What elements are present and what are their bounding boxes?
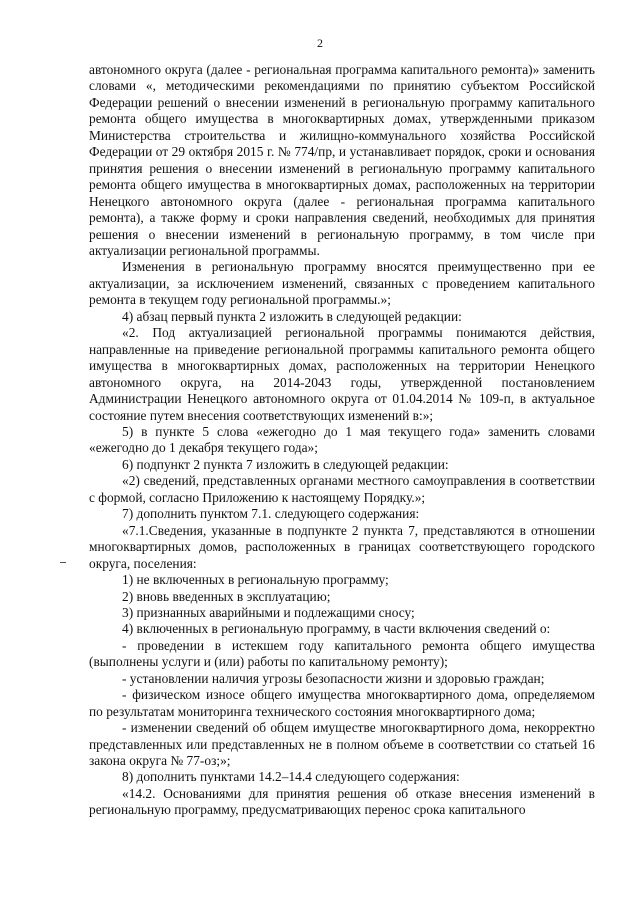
dash-item-change: - изменении сведений об общем имуществе многоквартирного дома, некорректно представленных или представленных не в полном объеме в соответствии со статьей 16 закона округа № 77-оз;»; [89,720,595,769]
paragraph-quote-14-2: «14.2. Основаниями для принятия решения об отказе внесения изменений в региональную программу, предусматривающих перенос срока капитального [89,785,595,818]
list-item-2: 2) вновь введенных в эксплуатацию; [122,588,331,604]
paragraph-quote-subitem-2: «2) сведений, представленных органами местного самоуправления в соответствии с формой, согласно Приложению к настоящему Порядку.»; [89,473,595,505]
list-item-4: 4) включенных в региональную программу, в части включения сведений о: [122,621,551,637]
paragraph-item-5: 5) в пункте 5 слова «ежегодно до 1 мая текущего года» заменить словами «ежегодно до 1 декабря текущего года»; [89,423,595,456]
list-item-1: 1) не включенных в региональную программу; [122,572,389,588]
paragraph-item-4: 4) абзац первый пункта 2 изложить в следующей редакции: [122,308,462,324]
list-item-3: 3) признанных аварийными и подлежащими сносу; [122,604,415,620]
paragraph-continuation: автономного округа (далее - региональная программа капитального ремонта)» заменить словами «, методическими рекомендациями по принятию субъектом Российской Федерации решений о внесении изменений в региональную программу капитального ремонта общего имущества в многоквартирных домах, утвержденными приказом Министерства строительства и жилищно-коммунального хозяйства Российской Федерации от 29 октября 2015 г. № 774/пр, и устанавливает порядок, сроки и основания принятия решения о внесении изменений в региональную программу капитального ремонта общего имущества в многоквартирных домах, расположенных на территории Ненецкого автономного округа (далее - региональная программа капитального ремонта), а также форму и сроки направления сведений, необходимых для принятия решения о внесении изменений в региональную программу, в том числе при актуализации региональной программы. [89,62,595,258]
paragraph-item-8: 8) дополнить пунктами 14.2–14.4 следующего содержания: [122,769,460,785]
paragraph-quote-2: «2. Под актуализацией региональной программы понимаются действия, направленные на приведение региональной программы капитального ремонта общего имущества в многоквартирных домах, расположенных на территории Ненецкого автономного округа, на 2014-2043 годы, утвержденной постановлением Администрации Ненецкого автономного округа от 01.04.2014 № 109-п, в актуальное состояние путем внесения соответствующих изменений в:»; [89,325,595,423]
dash-item-threat: - установлении наличия угрозы безопасности жизни и здоровью граждан; [122,670,545,686]
dash-item-wear: - физическом износе общего имущества многоквартирного дома, определяемом по результатам мониторинга технического состояния многоквартирного дома; [89,687,595,719]
paragraph-item-6: 6) подпункт 2 пункта 7 изложить в следующей редакции: [122,456,449,472]
document-body [89,62,595,819]
margin-mark [60,562,66,563]
paragraph-item-7: 7) дополнить пунктом 7.1. следующего содержания: [122,506,420,522]
page-number: 2 [317,36,323,50]
paragraph-amendment-note: Изменения в региональную программу вносятся преимущественно при ее актуализации, за исключением изменений, связанных с проведением капитального ремонта в текущем году региональной программы.»; [89,259,595,308]
dash-item-repair: - проведении в истекшем году капитального ремонта общего имущества (выполнены услуги и (или) работы по капитальному ремонту); [89,637,595,670]
paragraph-quote-7-1: «7.1.Сведения, указанные в подпункте 2 пункта 7, представляются в отношении многоквартирных домов, расположенных в границах соответствующего городского округа, поселения: [89,522,595,571]
